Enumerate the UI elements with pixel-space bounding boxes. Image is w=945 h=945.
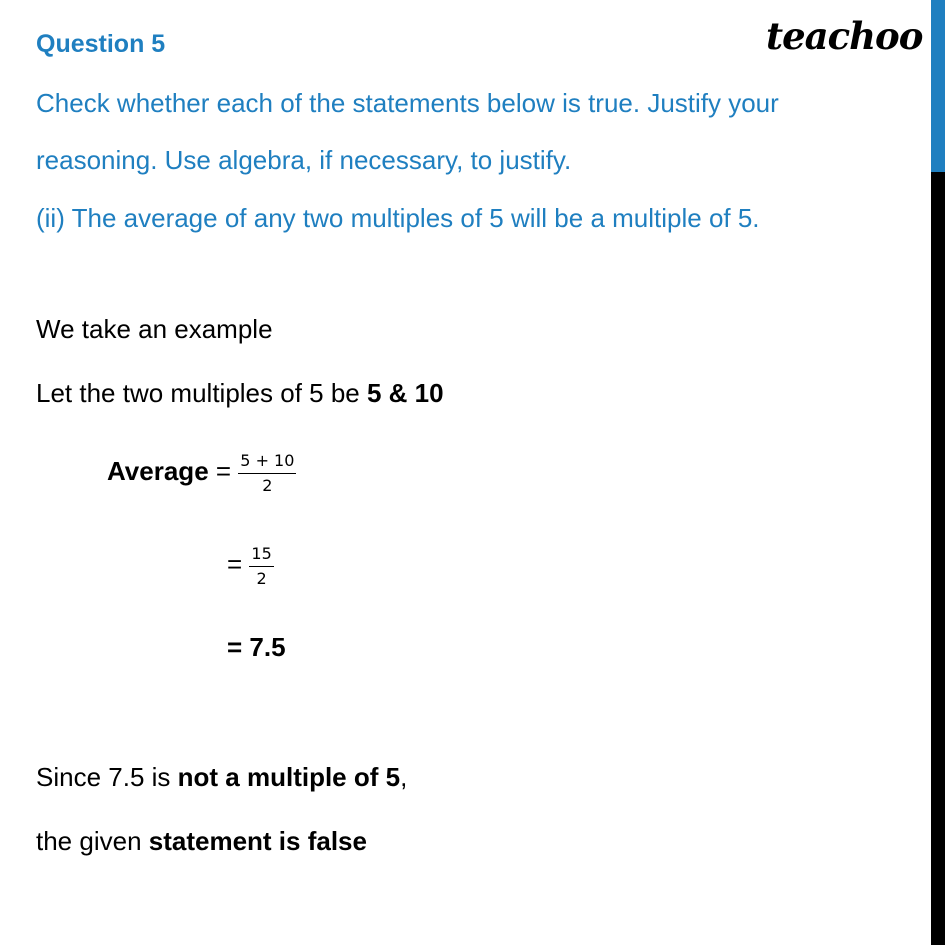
question-text-line-3: (ii) The average of any two multiples of 5 will be a multiple of 5. — [36, 203, 760, 233]
since-suffix: , — [400, 762, 408, 792]
let-prefix: Let the two multiples of 5 be — [36, 378, 367, 408]
equals-sign: = — [208, 455, 239, 486]
fraction-15-over-2 — [249, 545, 273, 587]
since-prefix: Since 7.5 is — [36, 762, 178, 792]
fraction-5-plus-10-over-2 — [238, 452, 296, 494]
scrollbar-thumb[interactable] — [931, 0, 945, 172]
equals-sign: = — [227, 548, 250, 579]
conclusion-line — [36, 826, 367, 857]
question-heading: Question 5 — [36, 30, 166, 58]
since-bold: not a multiple of 5 — [177, 762, 401, 792]
equation-result: = 7.5 — [227, 632, 286, 662]
let-values: 5 & 10 — [366, 378, 444, 408]
scrollbar-rest — [931, 172, 945, 945]
average-label: Average — [107, 455, 209, 486]
teachoo-logo[interactable]: teachoo — [766, 14, 923, 58]
solution-intro: We take an example — [36, 314, 273, 344]
fraction-numerator: 15 — [249, 545, 273, 567]
average-equation — [107, 452, 296, 494]
conclusion-bold: statement is false — [148, 826, 367, 856]
equation-step-2 — [227, 545, 274, 587]
question-text-line-2: reasoning. Use algebra, if necessary, to justify. — [36, 145, 572, 175]
fraction-denominator: 2 — [256, 568, 267, 588]
question-text-line-1: Check whether each of the statements below is true. Justify your — [36, 88, 779, 118]
solution-let-line — [36, 378, 444, 409]
fraction-denominator: 2 — [262, 475, 273, 495]
conclusion-prefix: the given — [36, 826, 149, 856]
since-line — [36, 762, 407, 793]
fraction-numerator: 5 + 10 — [238, 452, 296, 474]
